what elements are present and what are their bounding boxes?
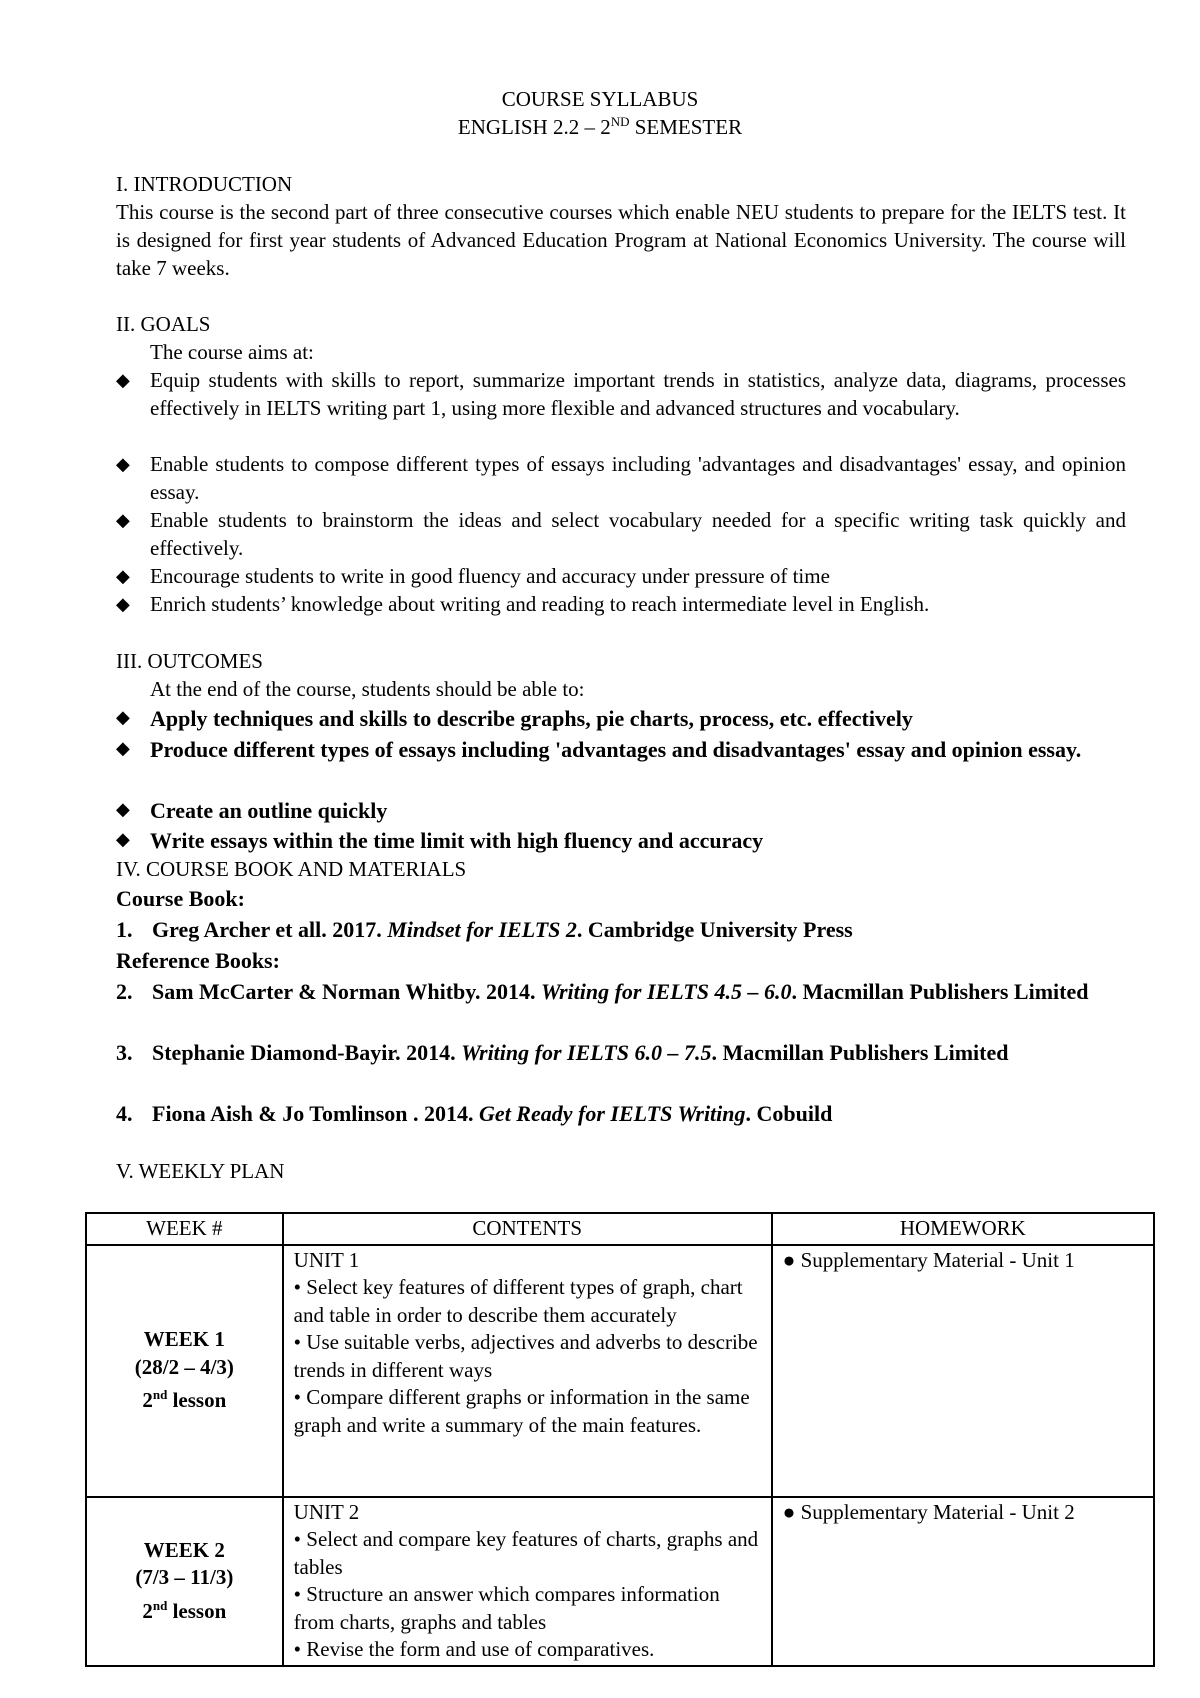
lesson-sup: nd [152,1387,168,1403]
unit-label: UNIT 1 [293,1247,360,1272]
goal-text: Equip students with skills to report, summarize important trends in statistics, analyze data, diagrams, processes effectively in IELTS writing part 1, using more flexible and advanced structures and vocabulary. [150,368,1126,420]
bullet-dot-icon: ● [782,1499,796,1524]
content-item: • Select and compare key features of charts, graphs and tables [293,1527,759,1579]
intro-heading: I. INTRODUCTION [116,172,293,196]
week-cell [86,1497,283,1666]
diamond-bullet-icon: ◆ [116,370,130,390]
book-publisher: . Cobuild [745,1101,833,1126]
diamond-bullet-icon: ◆ [116,829,130,849]
book-number: 3. [116,1040,133,1065]
book-author: Fiona Aish & Jo Tomlinson . 2014. [152,1101,480,1126]
book-title: Mindset for IELTS 2 [387,917,577,942]
outcome-text: Write essays within the time limit with high fluency and accuracy [150,828,764,853]
outcome-item [116,734,1126,765]
outcomes-lead: At the end of the course, students should be able to: [150,677,585,701]
outcome-item [116,825,1126,856]
goal-text: Encourage students to write in good fluency and accuracy under pressure of time [150,564,830,588]
week-cell [86,1245,283,1497]
book-entry [116,976,1126,1007]
content-item: • Use suitable verbs, adjectives and adverbs to describe trends in different ways [293,1330,758,1382]
diamond-bullet-icon: ◆ [116,454,130,474]
weekly-plan-table [85,1212,1155,1667]
goals-lead: The course aims at: [150,340,314,364]
week-label: WEEK 2 [143,1537,225,1562]
content-item: • Select key features of different types of graph, chart and table in order to describe them accurately [293,1275,743,1327]
diamond-bullet-icon: ◆ [116,566,130,586]
book-entry [116,1037,1126,1068]
bullet-dot-icon: ● [782,1247,796,1272]
book-title: Writing for IELTS 6.0 – 7.5 [461,1040,712,1065]
book-publisher: . Cambridge University Press [576,917,853,942]
diamond-bullet-icon: ◆ [116,707,130,727]
book-publisher: . Macmillan Publishers Limited [711,1040,1009,1065]
lesson-sup: nd [152,1597,168,1613]
lesson-number: 2 [142,1598,153,1623]
course-subtitle [0,114,1200,140]
unit-label: UNIT 2 [293,1499,360,1524]
goal-item [116,506,1126,562]
content-item: • Structure an answer which compares information from charts, graphs and tables [293,1582,720,1634]
materials-heading: IV. COURSE BOOK AND MATERIALS [116,857,467,881]
homework-cell [772,1497,1154,1666]
book-number: 1. [116,917,133,942]
homework-cell [772,1245,1154,1497]
table-header-row [86,1213,1154,1245]
column-header: WEEK # [86,1213,283,1245]
week-lesson [97,1592,272,1626]
diamond-bullet-icon: ◆ [116,510,130,530]
book-author: Sam McCarter & Norman Whitby. 2014. [152,979,542,1004]
subtitle-post: SEMESTER [629,115,743,139]
syllabus-title: COURSE SYLLABUS [501,87,699,111]
outcome-item [116,703,1126,734]
outcomes-heading: III. OUTCOMES [116,649,263,673]
goal-text: Enable students to compose different types of essays including 'advantages and disadvantages' essay, and opinion essay. [150,452,1126,504]
book-number: 4. [116,1101,133,1126]
course-book-label: Course Book: [116,886,245,911]
table-row [86,1497,1154,1666]
book-number: 2. [116,979,133,1004]
goal-item [116,366,1126,422]
book-title: Writing for IELTS 4.5 – 6.0 [541,979,792,1004]
diamond-bullet-icon: ◆ [116,594,130,614]
outcome-text: Create an outline quickly [150,798,388,823]
table-row [86,1245,1154,1497]
contents-cell [283,1245,772,1497]
lesson-number: 2 [142,1388,153,1413]
goal-item [116,562,1126,590]
column-header: HOMEWORK [772,1213,1154,1245]
outcome-text: Apply techniques and skills to describe graphs, pie charts, process, etc. effectively [150,706,913,731]
goal-item [116,450,1126,506]
goal-text: Enable students to brainstorm the ideas and select vocabulary needed for a specific writing task quickly and effectively. [150,508,1126,560]
goal-item [116,590,1126,618]
book-publisher: . Macmillan Publishers Limited [791,979,1089,1004]
contents-cell [283,1497,772,1666]
content-item: • Revise the form and use of comparatives. [293,1637,655,1661]
book-entry [116,914,1126,945]
goal-text: Enrich students’ knowledge about writing and reading to reach intermediate level in English. [150,592,930,616]
subtitle-sup: ND [610,114,630,129]
book-entry [116,1098,1126,1129]
reference-label: Reference Books: [116,948,280,973]
goals-heading: II. GOALS [116,312,211,336]
book-author: Greg Archer et all. 2017. [152,917,388,942]
book-author: Stephanie Diamond-Bayir. 2014. [152,1040,462,1065]
lesson-word: lesson [167,1388,227,1413]
week-label: WEEK 1 [143,1327,225,1352]
week-lesson [97,1381,272,1415]
content-item: • Compare different graphs or information in the same graph and write a summary of the main features. [293,1385,750,1437]
intro-text: This course is the second part of three consecutive courses which enable NEU students to prepare for the IELTS test. It is designed for first year students of Advanced Education Program at National Economics University. The course will take 7 weeks. [116,200,1126,280]
plan-heading: V. WEEKLY PLAN [116,1159,285,1183]
outcome-item [116,795,1126,826]
diamond-bullet-icon: ◆ [116,738,130,758]
week-dates: (7/3 – 11/3) [135,1565,234,1590]
outcome-text: Produce different types of essays including 'advantages and disadvantages' essay and opinion essay. [150,737,1082,762]
column-header: CONTENTS [283,1213,772,1245]
homework-item: Supplementary Material - Unit 2 [800,1499,1075,1524]
book-title: Get Ready for IELTS Writing [479,1101,746,1126]
lesson-word: lesson [167,1598,227,1623]
subtitle-main: ENGLISH 2.2 – 2 [457,115,611,139]
diamond-bullet-icon: ◆ [116,799,130,819]
week-dates: (28/2 – 4/3) [134,1354,234,1379]
homework-item: Supplementary Material - Unit 1 [800,1247,1075,1272]
